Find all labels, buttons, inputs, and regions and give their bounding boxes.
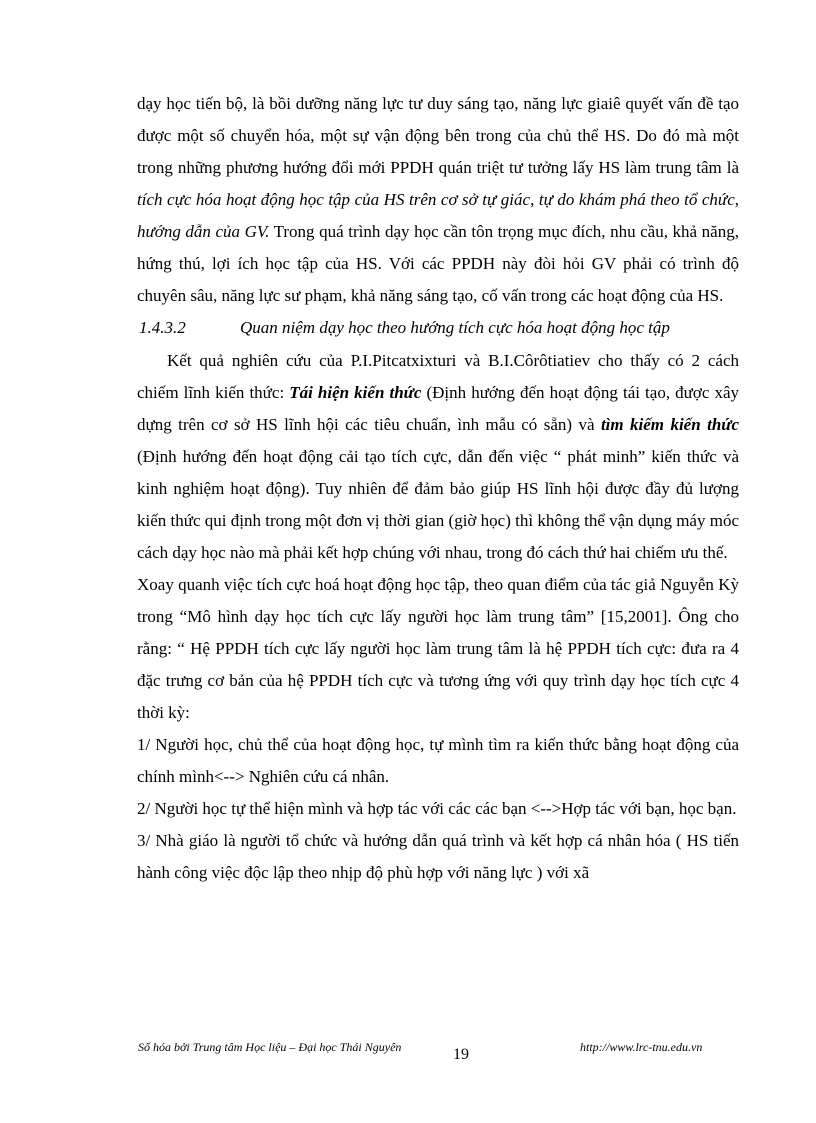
list-item-2: 2/ Người học tự thể hiện mình và hợp tác với các các bạn <-->Hợp tác với bạn, học bạn. [137,799,737,818]
list-item-3: 3/ Nhà giáo là người tổ chức và hướng dẫn quá trình và kết hợp cá nhân hóa ( HS tiến hành công việc độc lập theo nhịp độ phù hợp với năng lực ) với xã [137,831,739,882]
paragraph-2-text-a: Kết quả nghiên cứu của P.I.Pitcatxixturi và B.I.Côrôtiatiev cho thấy có 2 cách chiếm lĩnh kiến thức: [137,351,739,402]
paragraph-2-text-c: (Định hướng đến hoạt động cải tạo tích cực, dẫn đến việc “ phát minh” kiến thức và kinh nghiệm hoạt động). Tuy nhiên để đảm bảo giúp HS lĩnh hội được đầy đủ lượng kiến thức qui định trong một đơn vị thời gian (giờ học) thì không thể vận dụng máy móc cách dạy học nào mà phải kết hợp chúng với nhau, trong đó cách thứ hai chiếm ưu thế. [137,447,739,562]
section-title: Quan niệm dạy học theo hướng tích cực hóa hoạt động học tập [240,318,670,337]
list-item-1: 1/ Người học, chủ thể của hoạt động học, tự mình tìm ra kiến thức bằng hoạt động của chính mình<--> Nghiên cứu cá nhân. [137,735,739,786]
section-number: 1.4.3.2 [139,318,186,337]
footer-url: http://www.lrc-tnu.edu.vn [580,1040,703,1054]
paragraph-2 [137,345,739,569]
term-search-knowledge: tìm kiếm kiến thức [600,415,740,434]
term-reproduce-knowledge: Tái hiện kiến thức [289,383,422,402]
paragraph-2-text-b: (Định hướng đến hoạt động tái tạo, được xây dựng trên cơ sở HS lĩnh hội các tiêu chuẩn, ình mẫu có sẵn) và [137,383,740,434]
section-heading [137,313,739,343]
page-footer [138,1040,758,1070]
footer-source: Số hóa bởi Trung tâm Học liệu – Đại học Thái Nguyên [138,1040,402,1054]
document-body [137,88,739,889]
paragraph-1 [137,88,739,312]
page-number: 19 [453,1046,469,1063]
paragraph-3: Xoay quanh việc tích cực hoá hoạt động học tập, theo quan điểm của tác giả Nguyễn Kỳ trong “Mô hình dạy học tích cực lấy người học làm trung tâm” [15,2001]. Ông cho rằng: “ Hệ PPDH tích cực lấy người học làm trung tâm là hệ PPDH tích cực: đưa ra 4 đặc trưng cơ bản của hệ PPDH tích cực và tương ứng với quy trình dạy học tích cực 4 thời kỳ: [137,575,739,722]
paragraph-1-emphasis: tích cực hóa hoạt động học tập của HS trên cơ sở tự giác, tự do khám phá theo tổ chức, hướng dẫn của GV. [137,190,739,241]
paragraph-1-text-a: dạy học tiến bộ, là bồi dưỡng năng lực tư duy sáng tạo, năng lực giaiê quyết vấn đề tạo được một số chuyển hóa, một sự vận động bên trong của chủ thể HS. Do đó mà một trong những phương hướng đổi mới PPDH quán triệt tư tưởng lấy HS làm trung tâm là [137,94,739,177]
paragraph-1-text-b: Trong quá trình dạy học cần tôn trọng mục đích, nhu cầu, khả năng, hứng thú, lợi ích học tập của HS. Với các PPDH này đòi hỏi GV phải có trình độ chuyên sâu, năng lực sư phạm, khả năng sáng tạo, cố vấn trong các hoạt động của HS. [137,222,739,305]
